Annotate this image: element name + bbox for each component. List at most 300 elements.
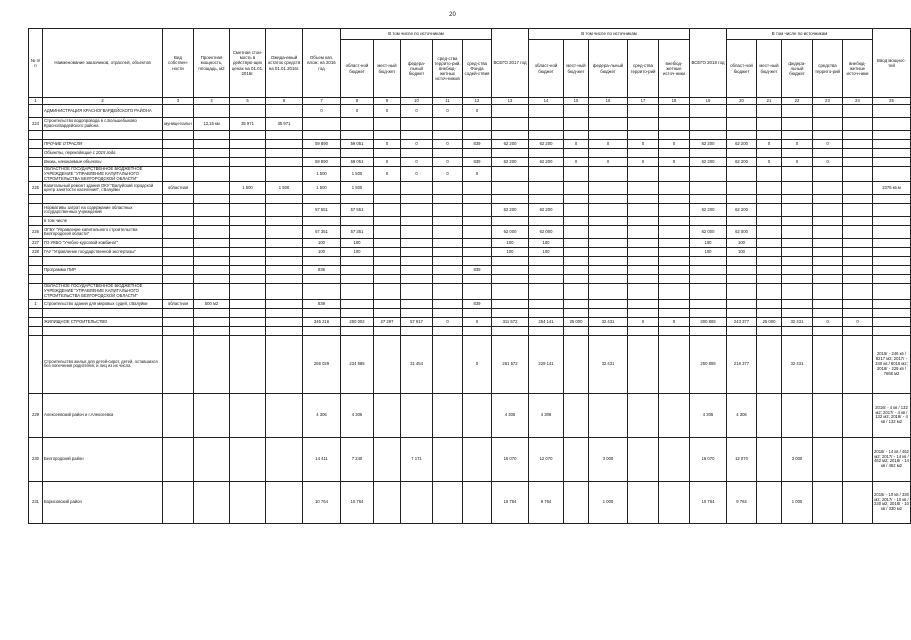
cell-v21 — [757, 326, 782, 335]
cell-v23 — [813, 308, 843, 317]
cell-v7: 59 890 — [303, 158, 341, 167]
cell-rem — [266, 284, 303, 299]
cell-type — [163, 239, 194, 248]
cell-v7 — [303, 326, 341, 335]
cell-cost — [230, 317, 266, 326]
cell-type: муници-пальн — [163, 118, 194, 131]
column-number: 22 — [782, 98, 813, 105]
column-number: 11 — [433, 98, 463, 105]
cell-v17 — [628, 481, 659, 523]
cell-v24 — [843, 105, 873, 118]
cell-cap — [194, 226, 230, 239]
cell-v23: 0 — [813, 158, 843, 167]
cell-v21 — [757, 118, 782, 131]
table-row — [29, 275, 911, 284]
cell-v9: 0 — [374, 167, 401, 182]
cell-cap — [194, 437, 230, 481]
cell-v16 — [589, 257, 628, 266]
cell-v23 — [813, 437, 843, 481]
cell-rem — [266, 266, 303, 275]
cell-v15 — [564, 167, 589, 182]
cell-v19 — [690, 266, 727, 275]
table-row — [29, 326, 911, 335]
cell-v23 — [813, 299, 843, 308]
commission-value — [873, 131, 911, 140]
cell-v16 — [589, 299, 628, 308]
row-number — [29, 326, 43, 335]
cell-type — [163, 204, 194, 217]
cell-v14 — [529, 105, 564, 118]
cell-cap — [194, 257, 230, 266]
column-number: 13 — [492, 98, 529, 105]
cell-rem — [266, 131, 303, 140]
cell-v24 — [843, 239, 873, 248]
cell-v9 — [374, 308, 401, 317]
cell-v8: 234 585 — [341, 335, 374, 393]
cell-v14 — [529, 182, 564, 195]
cell-v22: 0 — [782, 140, 813, 149]
cell-v24 — [843, 195, 873, 204]
cell-v17 — [628, 149, 659, 158]
cell-v11: 0 — [433, 167, 463, 182]
cell-v17 — [628, 299, 659, 308]
cell-rem — [266, 226, 303, 239]
cell-type — [163, 131, 194, 140]
commission-value — [873, 257, 911, 266]
cell-v8 — [341, 131, 374, 140]
column-number: 23 — [813, 98, 843, 105]
cell-v10 — [401, 217, 433, 226]
cell-v11 — [433, 308, 463, 317]
cell-v8: 0 — [341, 105, 374, 118]
row-number — [29, 158, 43, 167]
cell-v22 — [782, 167, 813, 182]
cell-v19: 62 200 — [690, 158, 727, 167]
cell-v16: 32 431 — [589, 335, 628, 393]
cell-v8 — [341, 266, 374, 275]
commission-value: 2375 кв.м — [873, 182, 911, 195]
cell-v23 — [813, 195, 843, 204]
header-remaining: Ожида-емый остаток средств на 01.01.2016г. — [266, 29, 303, 98]
cell-v12 — [463, 393, 492, 437]
cell-cap — [194, 335, 230, 393]
cell-cap — [194, 481, 230, 523]
cell-v13: 62 200 — [492, 158, 529, 167]
cell-v14: 62 200 — [529, 158, 564, 167]
cell-v10: 31 454 — [401, 335, 433, 393]
cell-v9 — [374, 335, 401, 393]
cell-v11 — [433, 118, 463, 131]
cell-v21: 0 — [757, 140, 782, 149]
column-number: 18 — [659, 98, 690, 105]
cell-v13: 100 — [492, 248, 529, 257]
commission-value — [873, 284, 911, 299]
cell-v24 — [843, 167, 873, 182]
cell-v12 — [463, 226, 492, 239]
row-number — [29, 217, 43, 226]
cell-v13: 261 572 — [492, 335, 529, 393]
cell-v7 — [303, 118, 341, 131]
cell-v22 — [782, 239, 813, 248]
cell-v23 — [813, 131, 843, 140]
header-num: № п/п — [29, 29, 43, 98]
column-number: 2 — [43, 98, 163, 105]
cell-v13 — [492, 167, 529, 182]
cell-v17 — [628, 195, 659, 204]
cell-cap — [194, 182, 230, 195]
cell-v12 — [463, 284, 492, 299]
commission-value — [873, 239, 911, 248]
cell-v19: 250 808 — [690, 335, 727, 393]
table-row — [29, 182, 911, 195]
cell-v9 — [374, 217, 401, 226]
cell-cap — [194, 317, 230, 326]
cell-v18 — [659, 284, 690, 299]
cell-v15: 0 — [564, 158, 589, 167]
object-name: Строительство жилья для детей-сирот, детей, оставшихся без попечения родителей, и лиц из их числа — [43, 335, 163, 393]
cell-v22 — [782, 308, 813, 317]
cell-v13 — [492, 131, 529, 140]
table-row — [29, 284, 911, 299]
cell-rem — [266, 437, 303, 481]
cell-v19 — [690, 167, 727, 182]
cell-v8 — [341, 217, 374, 226]
cell-cost — [230, 158, 266, 167]
cell-v13 — [492, 308, 529, 317]
cell-v22 — [782, 266, 813, 275]
commission-value — [873, 105, 911, 118]
cell-v7 — [303, 149, 341, 158]
cell-v21 — [757, 239, 782, 248]
header-cost: Сметная стои-мость в действую-щих ценах на 01.01. 2016г. — [230, 29, 266, 98]
cell-cost — [230, 326, 266, 335]
header-name: Наименование заказчиков, отраслей, объектов — [43, 29, 163, 98]
cell-v10: 57 917 — [401, 317, 433, 326]
cell-v24 — [843, 131, 873, 140]
cell-v17 — [628, 204, 659, 217]
table-row — [29, 105, 911, 118]
row-number — [29, 308, 43, 317]
cell-type — [163, 393, 194, 437]
cell-v21 — [757, 284, 782, 299]
cell-v9 — [374, 326, 401, 335]
cell-v14 — [529, 167, 564, 182]
cell-v21 — [757, 167, 782, 182]
cell-v7: 59 890 — [303, 140, 341, 149]
table-row — [29, 317, 911, 326]
cell-v16 — [589, 131, 628, 140]
object-name: Алексеевский район и г.Алексеевка — [43, 393, 163, 437]
cell-v16 — [589, 118, 628, 131]
cell-v22 — [782, 284, 813, 299]
cell-cost — [230, 239, 266, 248]
cell-v8: 57 351 — [341, 226, 374, 239]
row-number — [29, 266, 43, 275]
cell-v20 — [727, 308, 757, 317]
cell-v10 — [401, 308, 433, 317]
cell-v13: 16 070 — [492, 437, 529, 481]
cell-v9 — [374, 299, 401, 308]
cell-rem — [266, 299, 303, 308]
cell-v9 — [374, 275, 401, 284]
cell-v20 — [727, 257, 757, 266]
table-row — [29, 118, 911, 131]
cell-v12: 0 — [463, 317, 492, 326]
table-row — [29, 217, 911, 226]
object-name: в том числе — [43, 217, 163, 226]
cell-cap — [194, 248, 230, 257]
object-name: Строительство водопровода в с.Большебыково Красногвардейского района — [43, 118, 163, 131]
column-number: 24 — [843, 98, 873, 105]
cell-v10 — [401, 326, 433, 335]
cell-v16 — [589, 284, 628, 299]
cell-v16 — [589, 248, 628, 257]
cell-v15 — [564, 195, 589, 204]
table-row — [29, 204, 911, 217]
cell-v16: 0 — [589, 140, 628, 149]
cell-v21 — [757, 182, 782, 195]
cell-type — [163, 308, 194, 317]
cell-v23 — [813, 118, 843, 131]
cell-v9 — [374, 149, 401, 158]
cell-v17: 0 — [628, 140, 659, 149]
cell-v18 — [659, 335, 690, 393]
cell-v17 — [628, 118, 659, 131]
cell-cap — [194, 308, 230, 317]
header-src3-territory: средства террито-рий — [813, 40, 843, 98]
cell-v12 — [463, 275, 492, 284]
cell-cost: 1 500 — [230, 182, 266, 195]
cell-v15 — [564, 248, 589, 257]
cell-v17 — [628, 335, 659, 393]
cell-v24 — [843, 437, 873, 481]
cell-v22 — [782, 195, 813, 204]
cell-v8 — [341, 308, 374, 317]
row-number: 228 — [29, 248, 43, 257]
cell-v24 — [843, 217, 873, 226]
cell-v15 — [564, 257, 589, 266]
column-number: 25 — [873, 98, 911, 105]
cell-v21 — [757, 131, 782, 140]
cell-v18 — [659, 217, 690, 226]
cell-v10 — [401, 266, 433, 275]
cell-type — [163, 335, 194, 393]
cell-v7: 839 — [303, 266, 341, 275]
cell-v20: 100 — [727, 248, 757, 257]
cell-v12 — [463, 149, 492, 158]
cell-cost — [230, 257, 266, 266]
cell-v18 — [659, 257, 690, 266]
cell-v14 — [529, 308, 564, 317]
header-src-federal: федера-льный бюджет — [401, 40, 433, 98]
commission-value — [873, 275, 911, 284]
cell-v7: 1 500 — [303, 182, 341, 195]
cell-v18 — [659, 149, 690, 158]
cell-v16: 1 000 — [589, 481, 628, 523]
cell-v18: 0 — [659, 140, 690, 149]
cell-v22 — [782, 257, 813, 266]
object-name: Борисовский район — [43, 481, 163, 523]
table-row — [29, 437, 911, 481]
column-number: 4 — [194, 98, 230, 105]
object-name: Белгородский район — [43, 437, 163, 481]
commission-value — [873, 149, 911, 158]
row-number: 231 — [29, 481, 43, 523]
cell-type — [163, 284, 194, 299]
cell-v12: 0 — [463, 335, 492, 393]
cell-v7 — [303, 308, 341, 317]
cell-rem — [266, 257, 303, 266]
cell-v23 — [813, 275, 843, 284]
cell-v14 — [529, 131, 564, 140]
cell-v7: 14 411 — [303, 437, 341, 481]
table-row — [29, 167, 911, 182]
cell-v21 — [757, 248, 782, 257]
cell-v9: 0 — [374, 158, 401, 167]
object-name: Нормативы затрат на содержание областных государственных учреждений — [43, 204, 163, 217]
cell-cap — [194, 266, 230, 275]
cell-v21: 0 — [757, 158, 782, 167]
cell-v11 — [433, 239, 463, 248]
cell-v23: 0 — [813, 317, 843, 326]
row-number — [29, 284, 43, 299]
cell-v12 — [463, 308, 492, 317]
cell-v10: 0 — [401, 105, 433, 118]
cell-v15 — [564, 284, 589, 299]
column-number: 8 — [341, 98, 374, 105]
header-src-local: мест-ный бюд-жет — [374, 40, 401, 98]
cell-v9: 0 — [374, 140, 401, 149]
cell-v10 — [401, 226, 433, 239]
header-capacity: Проектная мощность, площадь, м2 — [194, 29, 230, 98]
cell-v20 — [727, 182, 757, 195]
column-number: 10 — [401, 98, 433, 105]
cell-v13: 100 — [492, 239, 529, 248]
cell-v20: 62 200 — [727, 158, 757, 167]
object-name: ОГБУ "Управление капитального строительства Белгородской области" — [43, 226, 163, 239]
cell-v17 — [628, 257, 659, 266]
header-src3-local: мест-ный бюд-жет — [757, 40, 782, 98]
column-number: 7 — [303, 98, 341, 105]
header-src2-federal: федера-льный бюджет — [589, 40, 628, 98]
cell-v17 — [628, 308, 659, 317]
cell-type — [163, 481, 194, 523]
cell-v20 — [727, 149, 757, 158]
cell-v7: 266 029 — [303, 335, 341, 393]
row-number — [29, 131, 43, 140]
cell-cost — [230, 437, 266, 481]
cell-v23 — [813, 481, 843, 523]
header-volume-2016: Объем кап. влож. на 2016 год — [303, 29, 341, 98]
cell-v10 — [401, 299, 433, 308]
cell-v12 — [463, 118, 492, 131]
cell-v11: 0 — [433, 105, 463, 118]
cell-v20: 4 306 — [727, 393, 757, 437]
cell-v20 — [727, 266, 757, 275]
cell-v7: 57 551 — [303, 204, 341, 217]
cell-v15 — [564, 149, 589, 158]
cell-v8: 59 051 — [341, 140, 374, 149]
cell-v15 — [564, 326, 589, 335]
cell-cap — [194, 105, 230, 118]
row-number — [29, 335, 43, 393]
cell-v14 — [529, 266, 564, 275]
cell-v10 — [401, 248, 433, 257]
cell-v14: 4 306 — [529, 393, 564, 437]
row-number: 224 — [29, 118, 43, 131]
cell-type — [163, 275, 194, 284]
cell-v24 — [843, 158, 873, 167]
cell-v19 — [690, 149, 727, 158]
table-row — [29, 481, 911, 523]
cell-type — [163, 105, 194, 118]
cell-cap: 13,15 км — [194, 118, 230, 131]
cell-v19: 100 — [690, 239, 727, 248]
object-name: Капитальный ремонт здания ОКУ "Валуйский городской центр занятости населения", г.Валуйки — [43, 182, 163, 195]
cell-v10 — [401, 257, 433, 266]
cell-v7: 100 — [303, 239, 341, 248]
column-number: 15 — [564, 98, 589, 105]
cell-v11: 0 — [433, 317, 463, 326]
cell-v14: 100 — [529, 248, 564, 257]
cell-cost — [230, 131, 266, 140]
column-number: 21 — [757, 98, 782, 105]
cell-v22 — [782, 326, 813, 335]
cell-cap — [194, 217, 230, 226]
cell-v10: 0 — [401, 167, 433, 182]
cell-v14 — [529, 195, 564, 204]
cell-v20: 62 200 — [727, 140, 757, 149]
cell-type: областная — [163, 299, 194, 308]
cell-v21 — [757, 226, 782, 239]
cell-v7: 0 — [303, 105, 341, 118]
cell-cost — [230, 248, 266, 257]
cell-v18 — [659, 275, 690, 284]
row-number: 227 — [29, 239, 43, 248]
cell-v11 — [433, 335, 463, 393]
cell-v19 — [690, 326, 727, 335]
cell-rem — [266, 195, 303, 204]
cell-v15 — [564, 118, 589, 131]
cell-v16 — [589, 204, 628, 217]
cell-v13 — [492, 257, 529, 266]
cell-v15: 25 000 — [564, 317, 589, 326]
cell-v13 — [492, 266, 529, 275]
cell-v9 — [374, 266, 401, 275]
cell-v22 — [782, 299, 813, 308]
cell-v21 — [757, 266, 782, 275]
cell-v21 — [757, 393, 782, 437]
cell-v18 — [659, 226, 690, 239]
column-number: 9 — [374, 98, 401, 105]
cell-v10 — [401, 131, 433, 140]
cell-v17 — [628, 167, 659, 182]
cell-type — [163, 217, 194, 226]
cell-v18 — [659, 167, 690, 182]
cell-v23: 0 — [813, 140, 843, 149]
cell-v20 — [727, 299, 757, 308]
cell-v9 — [374, 195, 401, 204]
cell-v19: 62 000 — [690, 226, 727, 239]
table-row — [29, 257, 911, 266]
column-number: 19 — [690, 98, 727, 105]
cell-v9 — [374, 393, 401, 437]
object-name: ГАУ "Управление государственной экспертизы" — [43, 248, 163, 257]
cell-type — [163, 317, 194, 326]
cell-type — [163, 266, 194, 275]
cell-v11 — [433, 437, 463, 481]
cell-v22: 3 000 — [782, 437, 813, 481]
